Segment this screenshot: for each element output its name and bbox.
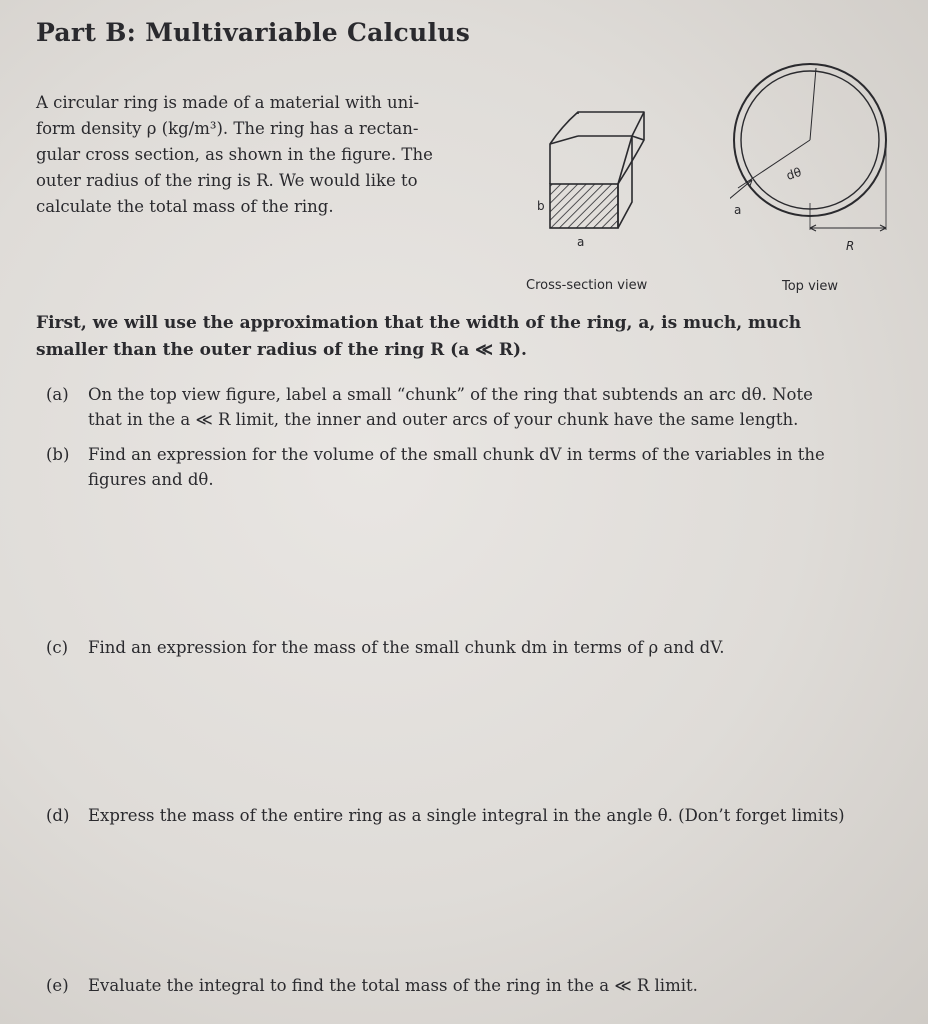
question-label: (d) (46, 806, 70, 825)
cross-section-figure (528, 106, 648, 256)
label-b: b (537, 199, 545, 213)
question-e (46, 973, 906, 998)
question-text: figures and dθ. (88, 470, 214, 489)
top-view-caption: Top view (782, 279, 839, 294)
question-text: On the top view figure, label a small “chunk” of the ring that subtends an arc dθ. Note (88, 385, 813, 404)
question-b (46, 442, 906, 492)
intro-line: form density ρ (kg/m³). The ring has a rectan- (36, 119, 419, 138)
problem-intro (36, 90, 486, 220)
intro-line: gular cross section, as shown in the figure. The (36, 145, 433, 164)
width-arrow (730, 180, 752, 200)
dtheta-line (810, 68, 816, 140)
question-text: Evaluate the integral to find the total mass of the ring in the a ≪ R limit. (88, 976, 698, 995)
intro-line: calculate the total mass of the ring. (36, 197, 334, 216)
approximation-statement (36, 310, 906, 364)
label-dtheta: dθ (784, 164, 804, 183)
hatched-cross-section (550, 184, 618, 228)
question-c (46, 635, 906, 660)
question-text: that in the a ≪ R limit, the inner and outer arcs of your chunk have the same length. (88, 410, 799, 429)
cross-section-caption: Cross-section view (526, 278, 648, 293)
label-a: a (577, 235, 585, 249)
lead-line: First, we will use the approximation that the width of the ring, a, is much, much (36, 313, 802, 333)
question-label: (c) (46, 638, 69, 657)
top-view-figure (730, 58, 905, 263)
label-a-top: a (734, 203, 742, 217)
question-text: Find an expression for the mass of the small chunk dm in terms of ρ and dV. (88, 638, 725, 657)
question-label: (a) (46, 385, 69, 404)
question-label: (b) (46, 445, 70, 464)
question-label: (e) (46, 976, 69, 995)
question-d (46, 803, 906, 828)
question-text: Express the mass of the entire ring as a single integral in the angle θ. (Don’t forget limits) (88, 806, 845, 825)
lead-line: smaller than the outer radius of the ring R (a ≪ R). (36, 340, 527, 360)
intro-line: outer radius of the ring is R. We would like to (36, 171, 418, 190)
question-a (46, 382, 906, 432)
question-text: Find an expression for the volume of the small chunk dV in terms of the variables in the (88, 445, 825, 464)
intro-line: A circular ring is made of a material with uni- (36, 93, 420, 112)
label-R: R (846, 239, 855, 253)
section-heading: Part B: Multivariable Calculus (36, 18, 471, 47)
block-outline (550, 112, 644, 184)
